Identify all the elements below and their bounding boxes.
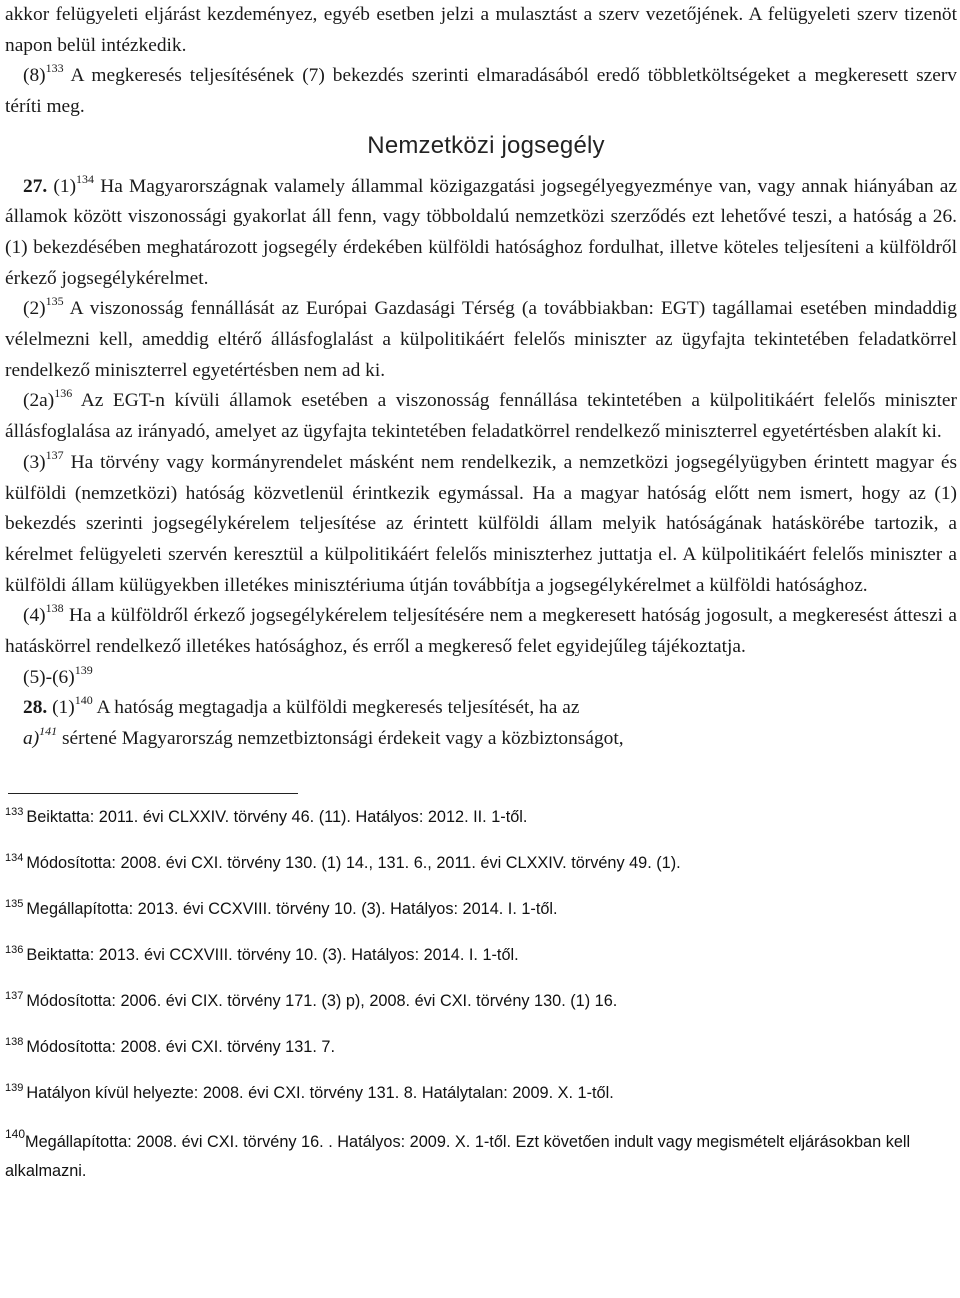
footnote-text: Módosította: 2008. évi CXI. törvény 131. 7. [26,1037,335,1056]
paragraph-text: A megkeresés teljesítésének (7) bekezdés szerinti elmaradásából eredő többletköltségeket a megkeresett szerv téríti meg. [5,65,957,118]
section-heading: Nemzetközi jogsegély [367,131,605,159]
section-number: 28. [23,697,48,719]
document-page [5,0,957,1186]
paragraph-text: Ha a külföldről érkező jogsegélykérelem teljesítésére nem a megkeresett hatóság jogosult, a megkeresést átteszi a hatáskörrel rendelkező illetékes hatósághoz, és erről a megkereső felet egyidejűleg tájékoztatja. [5,605,957,658]
footnote-text: Módosította: 2006. évi CIX. törvény 171. (3) p), 2008. évi CXI. törvény 130. (1) 16. [26,991,618,1010]
section-28-paragraph-1 [5,693,957,724]
paragraph-text: Ha törvény vagy kormányrendelet másként nem rendelkezik, a nemzetközi jogsegélyügyben érintett magyar és külföldi (nemzetközi) hatóság közvetlenül érintkezik egymással. Ha a magyar hatóság előtt nem ismert, hogy az (1) bekezdés szerinti jogsegélykérelem teljesítése az érintett külföldi állam melyik hatóságának hatáskörébe tartozik, a kérelmet felügyeleti szervén keresztül a külpolitikáért felelős miniszterhez juttatja el. A külpolitikáért felelős miniszter a külföldi állam külügyekben illetékes minisztériuma útján továbbítja a jogsegélykérelmet a külföldi hatósághoz. [5,451,957,596]
footnote-ref[interactable]: 135 [45,294,64,309]
footnote-number: 138 [5,1035,24,1048]
footnote-ref[interactable]: 138 [45,601,64,616]
paragraph-number: (1) [47,697,75,719]
footnote-number: 140 [5,1126,26,1141]
footnote [5,898,957,921]
paragraph-text: Az EGT-n kívüli államok esetében a viszonosság fennállása tekintetében a külpolitikáért felelős miniszter állásfoglalása az irányadó, amelyet az ügyfajta tekintetében feladatkörrel rendelkező miniszterrel egyetértésben alakít ki. [5,390,957,443]
footnote-text: Megállapította: 2013. évi CCXVIII. törvény 10. (3). Hatályos: 2014. I. 1-től. [26,899,558,918]
footnote-ref[interactable]: 141 [39,724,58,739]
paragraph-number: (8) [23,65,46,87]
paragraph-text: A hatóság megtagadja a külföldi megkeresés teljesítését, ha az [92,697,580,719]
footnote [5,1036,957,1059]
footnote-text: Beiktatta: 2011. évi CLXXIV. törvény 46. (11). Hatályos: 2012. II. 1-től. [26,807,528,826]
footnote-number: 136 [5,943,24,956]
footnote-number: 134 [5,851,24,864]
paragraph-number: (3) [23,451,46,473]
section-number: 27. [23,175,48,197]
main-text [5,0,957,755]
footnote-ref[interactable]: 136 [54,386,73,401]
paragraph-5-6 [5,663,957,694]
paragraph-2 [5,294,957,386]
paragraph-number: (1) [47,175,77,197]
footnotes [5,806,957,1186]
footnote-ref[interactable]: 140 [74,693,93,708]
paragraph-4 [5,601,957,662]
paragraph-text: sértené Magyarország nemzetbiztonsági érdekeit vagy a közbiztonságot, [57,728,624,750]
paragraph-continuation [5,0,957,61]
footnote-ref[interactable]: 134 [76,171,95,186]
footnote [5,806,957,829]
footnote-text: Beiktatta: 2013. évi CCXVIII. törvény 10. (3). Hatályos: 2014. I. 1-től. [26,945,519,964]
paragraph-2a [5,386,957,447]
point-a [5,724,957,755]
footnote-text: Hatályon kívül helyezte: 2008. évi CXI. törvény 131. 8. Hatálytalan: 2009. X. 1-től. [26,1083,614,1102]
footnote-ref[interactable]: 139 [74,662,93,677]
footnote [5,1082,957,1105]
footnote-text: Módosította: 2008. évi CXI. törvény 130. (1) 14., 131. 6., 2011. évi CLXXIV. törvény 49. (1). [26,853,681,872]
footnote [5,990,957,1013]
footnote-text: Megállapította: 2008. évi CXI. törvény 16. . Hatályos: 2009. X. 1-től. Ezt követően indult vagy megismételt eljárásokban kell alkalmazni. [5,1132,911,1180]
point-label: a) [23,728,40,750]
section-27-paragraph-1 [5,172,957,295]
paragraph-3 [5,448,957,602]
footnote-number: 139 [5,1081,24,1094]
footnote [5,1128,957,1186]
paragraph-number: (4) [23,605,46,627]
footnote-ref[interactable]: 137 [45,447,64,462]
paragraph-8 [5,61,957,122]
footnote [5,852,957,875]
paragraph-text: akkor felügyeleti eljárást kezdeményez, egyéb esetben jelzi a mulasztást a szerv vezetőjének. A felügyeleti szerv tizenöt napon belül intézkedik. [5,4,957,56]
paragraph-number: (5)-(6) [23,666,75,688]
footnote [5,944,957,967]
footnote-number: 133 [5,805,24,818]
paragraph-text: A viszonosság fennállását az Európai Gazdasági Térség (a továbbiakban: EGT) tagállamai esetében mindaddig vélelmezni kell, ameddig eltérő állásfoglalást a külpolitikáért felelős miniszter az ügyfajta tekintetében feladatkörrel rendelkező miniszterrel egyetértésben nem ad ki. [5,298,957,381]
footnote-separator [8,793,298,794]
footnote-number: 135 [5,897,24,910]
footnote-number: 137 [5,989,24,1002]
paragraph-number: (2) [23,298,46,320]
paragraph-number: (2a) [23,390,55,412]
footnote-ref[interactable]: 133 [45,61,64,76]
paragraph-text: Ha Magyarországnak valamely állammal közigazgatási jogsegélyegyezménye van, vagy annak hiányában az államok között viszonossági gyakorlat áll fenn, vagy többoldalú nemzetközi szerződés ezt lehetővé teszi, a hatóság a 26. (1) bekezdésében meghatározott jogsegély érdekében külföldi hatósághoz fordulhat, illetve köteles teljesíteni a külföldről érkező jogsegélykérelmet. [5,175,957,289]
